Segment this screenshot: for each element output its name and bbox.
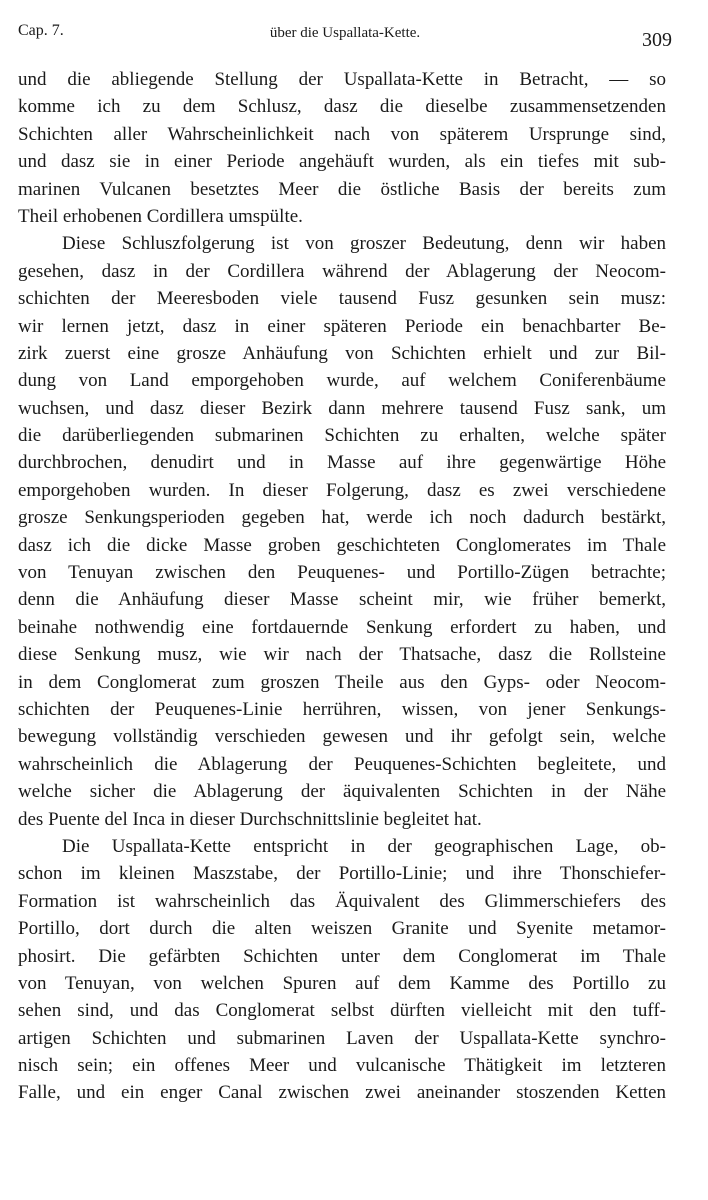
text-line: Theil erhobenen Cordillera umspülte. xyxy=(18,205,303,227)
text-line: Portillo, dort durch die alten weiszen Granite und Syenite metamor- xyxy=(18,918,666,940)
text-line: Diese Schluszfolgerung ist von groszer Bedeutung, denn wir haben xyxy=(62,233,666,255)
text-line: wir lernen jetzt, dasz in einer späteren Periode ein benachbarter Be- xyxy=(18,315,666,337)
text-line: artigen Schichten und submarinen Laven der Uspallata-Kette synchro- xyxy=(18,1027,666,1049)
text-line: von Tenuyan zwischen den Peuquenes- und Portillo-Zügen betrachte; xyxy=(18,562,666,584)
text-line: zirk zuerst eine grosze Anhäufung von Schichten erhielt und zur Bil- xyxy=(18,342,666,364)
text-line: die darüberliegenden submarinen Schichten zu erhalten, welche später xyxy=(18,425,666,447)
text-line: grosze Senkungsperioden gegeben hat, werde ich noch dadurch bestärkt, xyxy=(18,507,666,529)
text-line: des Puente del Inca in dieser Durchschnittslinie begleitet hat. xyxy=(18,808,482,830)
text-line: schichten der Meeresboden viele tausend Fusz gesunken sein musz: xyxy=(18,288,666,310)
text-line: denn die Anhäufung dieser Masse scheint mir, wie früher bemerkt, xyxy=(18,589,666,611)
text-line: und dasz sie in einer Periode angehäuft wurden, als ein tiefes mit sub- xyxy=(18,151,666,173)
text-line: wahrscheinlich die Ablagerung der Peuquenes-Schichten begleitete, und xyxy=(18,753,666,775)
text-line: wuchsen, und dasz dieser Bezirk dann mehrere tausend Fusz sank, um xyxy=(18,397,666,419)
text-line: dasz ich die dicke Masse groben geschichteten Conglomerates im Thale xyxy=(18,534,666,556)
text-line: gesehen, dasz in der Cordillera während der Ablagerung der Neocom- xyxy=(18,260,666,282)
text-line: in dem Conglomerat zum groszen Theile aus den Gyps- oder Neocom- xyxy=(18,671,666,693)
text-line: von Tenuyan, von welchen Spuren auf dem Kamme des Portillo zu xyxy=(18,972,666,994)
text-line: und die abliegende Stellung der Uspallata-Kette in Betracht, — so xyxy=(18,69,666,90)
text-line: schon im kleinen Maszstabe, der Portillo-Linie; und ihre Thonschiefer- xyxy=(18,863,666,885)
text-line: komme ich zu dem Schlusz, dasz die dieselbe zusammensetzenden xyxy=(18,96,666,118)
page-number: 309 xyxy=(642,29,672,51)
text-line: Die Uspallata-Kette entspricht in der geographischen Lage, ob- xyxy=(62,835,666,857)
chapter-label: Cap. 7. xyxy=(18,22,64,39)
running-title: über die Uspallata-Kette. xyxy=(269,25,421,41)
text-line: Formation ist wahrscheinlich das Äquivalent des Glimmerschiefers des xyxy=(18,890,666,912)
paragraph xyxy=(18,66,666,230)
paragraph xyxy=(18,833,666,1107)
text-line: welche sicher die Ablagerung der äquivalenten Schichten in der Nähe xyxy=(18,781,666,803)
text-line: durchbrochen, denudirt und in Masse auf ihre gegenwärtige Höhe xyxy=(18,452,666,474)
text-line: emporgehoben wurden. In dieser Folgerung, dasz es zwei verschiedene xyxy=(18,479,666,501)
body-text xyxy=(18,66,666,1107)
running-head xyxy=(18,22,672,52)
text-line: sehen sind, und das Conglomerat selbst dürften vielleicht mit den tuff- xyxy=(18,1000,666,1022)
text-line: bewegung vollständig verschieden gewesen und ihr gefolgt sein, welche xyxy=(18,726,666,748)
text-line: Schichten aller Wahrscheinlichkeit nach von späterem Ursprunge sind, xyxy=(18,123,666,145)
text-line: diese Senkung musz, wie wir nach der Thatsache, dasz die Rollsteine xyxy=(18,644,666,666)
paragraph xyxy=(18,230,666,833)
text-line: beinahe nothwendig eine fortdauernde Senkung erfordert zu haben, und xyxy=(18,616,666,638)
text-line: Falle, und ein enger Canal zwischen zwei aneinander stoszenden Ketten xyxy=(18,1082,666,1104)
text-line: dung von Land emporgehoben wurde, auf welchem Coniferenbäume xyxy=(18,370,666,392)
text-line: phosirt. Die gefärbten Schichten unter dem Conglomerat im Thale xyxy=(18,945,666,967)
text-line: schichten der Peuquenes-Linie herrühren, wissen, von jener Senkungs- xyxy=(18,698,666,720)
text-line: marinen Vulcanen besetztes Meer die östliche Basis der bereits zum xyxy=(18,178,666,200)
text-line: nisch sein; ein offenes Meer und vulcanische Thätigkeit im letzteren xyxy=(18,1055,666,1077)
